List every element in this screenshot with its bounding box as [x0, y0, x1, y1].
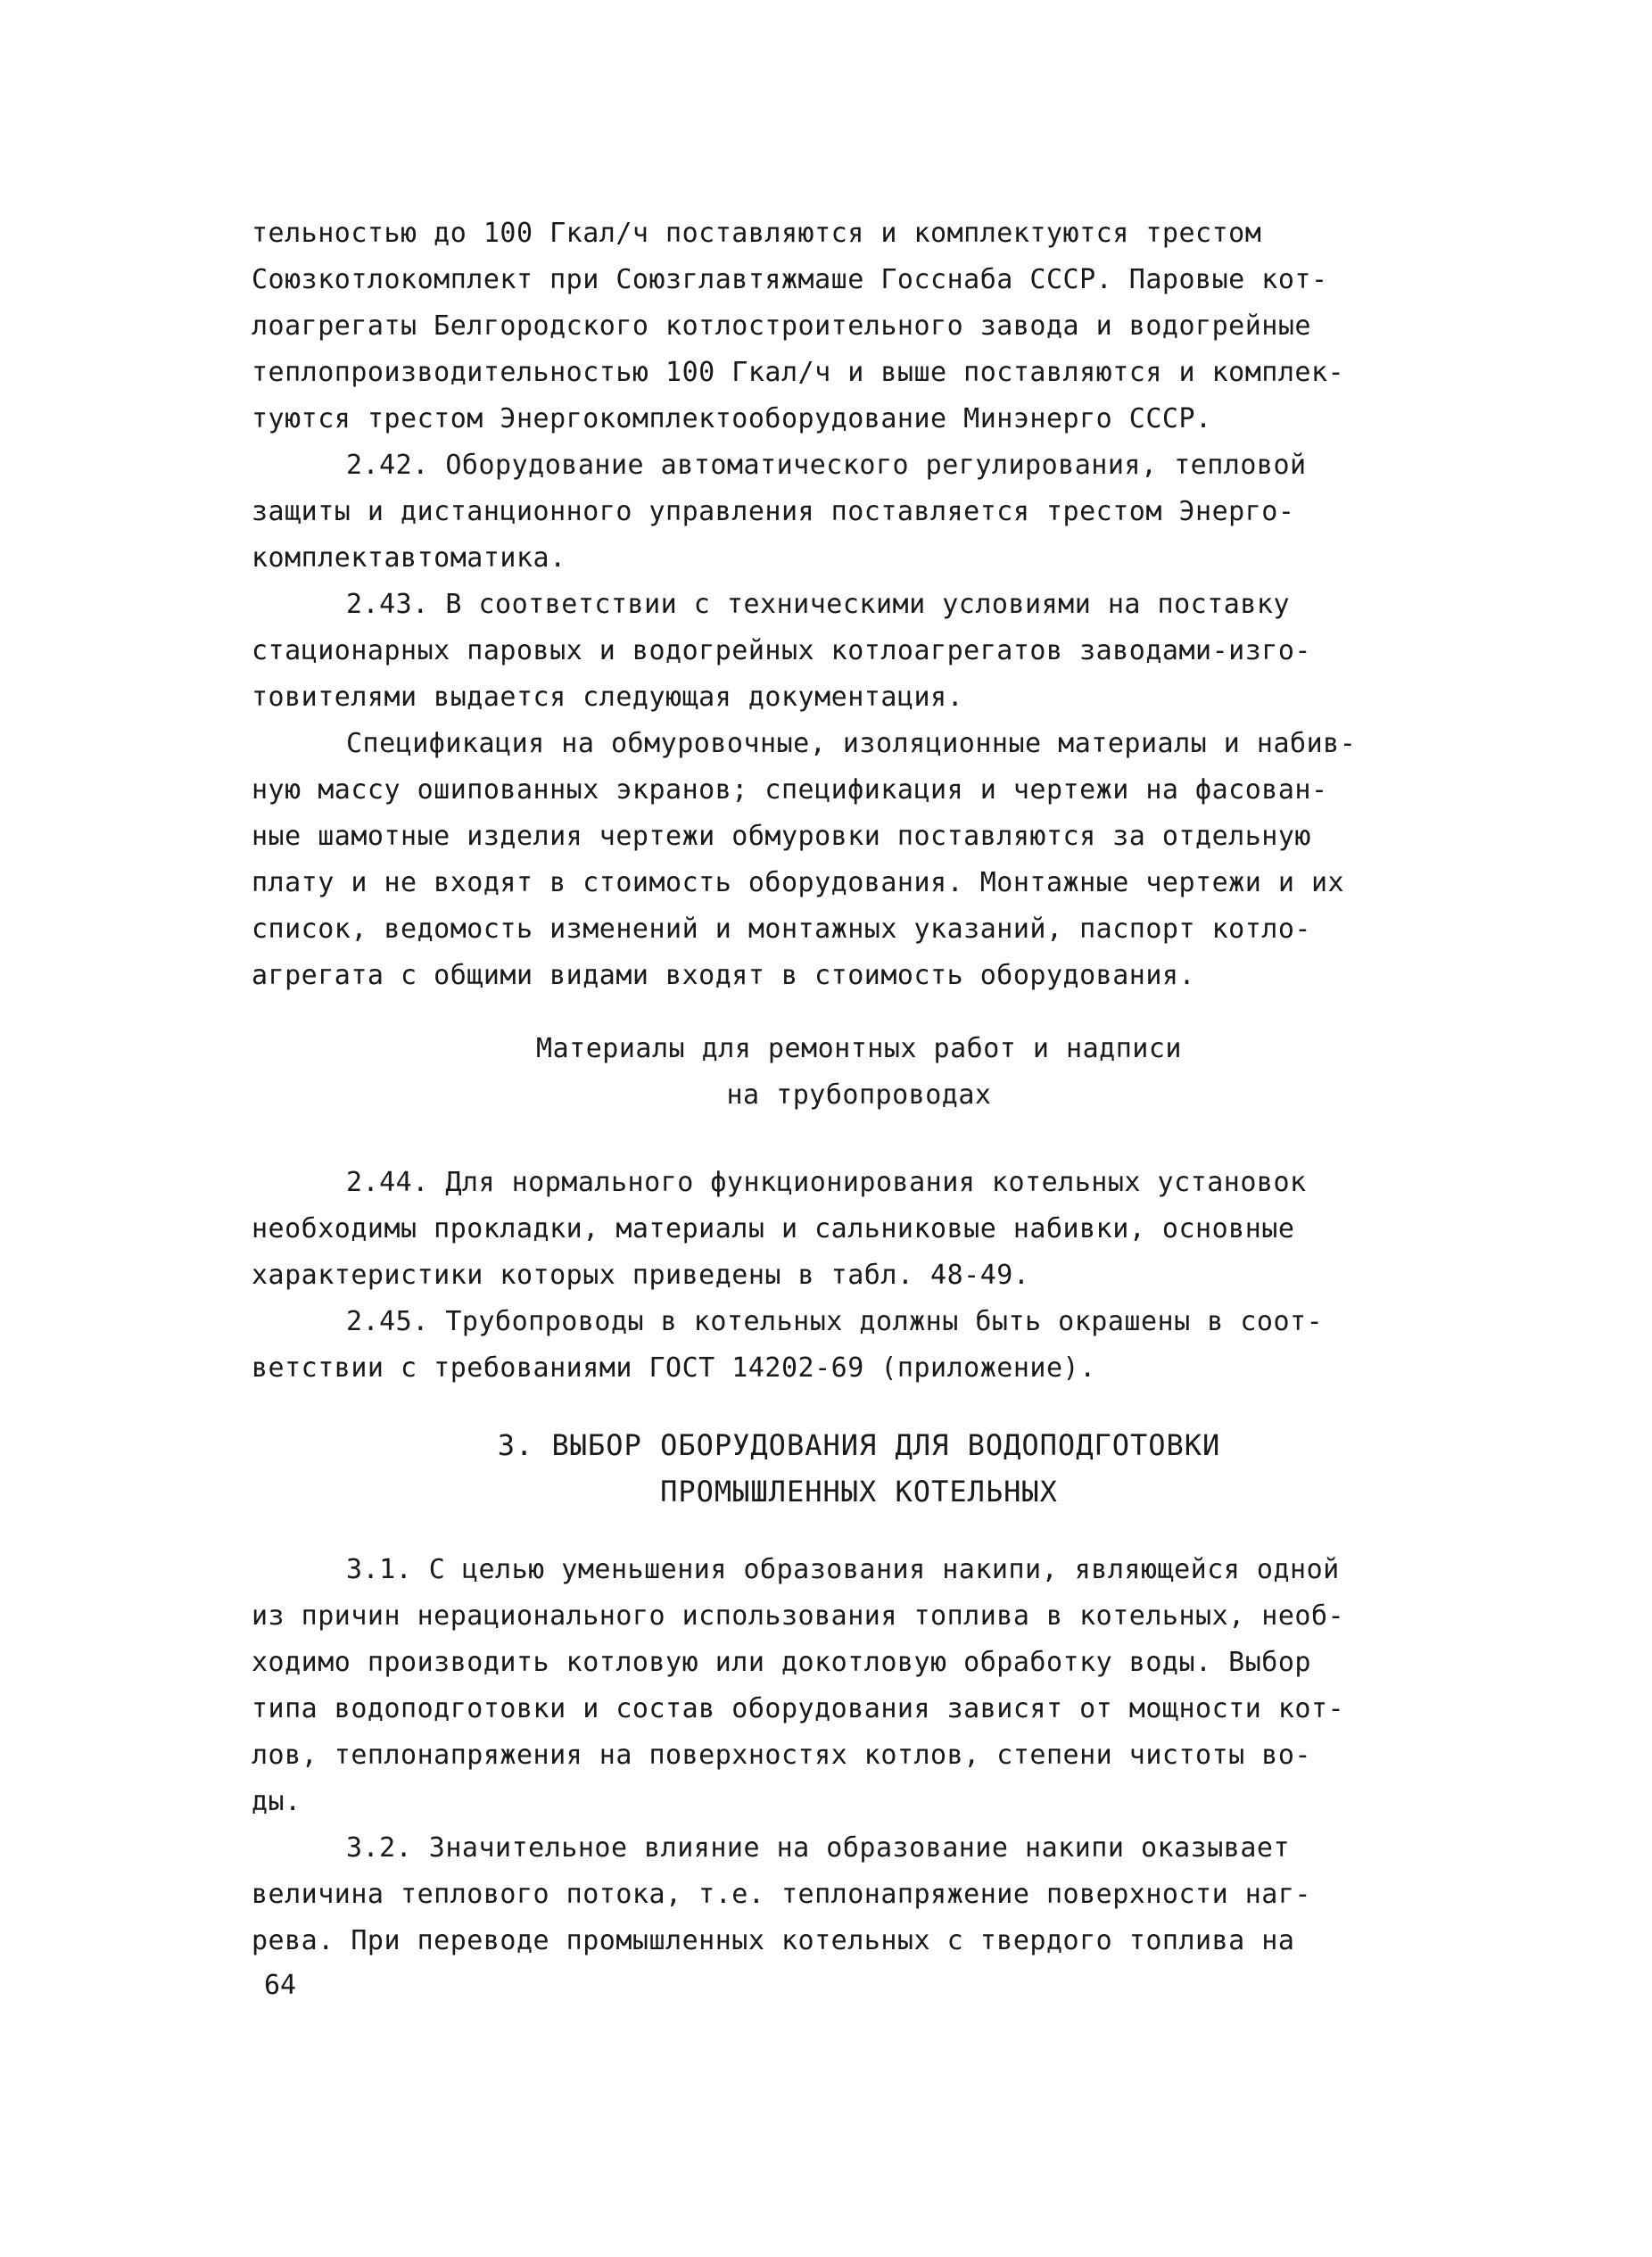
- text-line: ветствии с требованиями ГОСТ 14202-69 (приложение).: [252, 1352, 1096, 1384]
- text-line: тельностью до 100 Гкал/ч поставляются и комплектуются трестом: [252, 218, 1262, 249]
- text-line: плату и не входят в стоимость оборудования. Монтажные чертежи и их: [252, 867, 1345, 898]
- text-line: 2.42. Оборудование автоматического регулирования, тепловой: [346, 450, 1307, 481]
- text-line: туются трестом Энергокомплектооборудование Минэнерго СССР.: [252, 403, 1212, 434]
- text-line: стационарных паровых и водогрейных котлоагрегатов заводами-изго-: [252, 635, 1311, 666]
- text-line: ходимо производить котловую или докотловую обработку воды. Выбор: [252, 1647, 1311, 1678]
- text-line: лов, теплонапряжения на поверхностях котлов, степени чистоты во-: [252, 1740, 1311, 1771]
- text-line: товителями выдается следующая документация.: [252, 682, 964, 713]
- text-line: необходимы прокладки, материалы и сальниковые набивки, основные: [252, 1213, 1295, 1244]
- text-line: 2.44. Для нормального функционирования котельных установок: [346, 1167, 1307, 1198]
- text-line: комплектавтоматика.: [252, 542, 566, 574]
- heading-line: на трубопроводах: [726, 1079, 992, 1111]
- text-line: из причин нерационального использования топлива в котельных, необ-: [252, 1600, 1345, 1632]
- text-line: 3.2. Значительное влияние на образование накипи оказывает: [346, 1832, 1291, 1864]
- text-line: величина теплового потока, т.е. теплонапряжение поверхности наг-: [252, 1879, 1311, 1910]
- text-line: лоагрегаты Белгородского котлостроительного завода и водогрейные: [252, 310, 1311, 342]
- text-line: ные шамотные изделия чертежи обмуровки поставляются за отдельную: [252, 821, 1311, 852]
- heading-line: ПРОМЫШЛЕННЫХ КОТЕЛЬНЫХ: [660, 1475, 1058, 1509]
- text-line: Спецификация на обмуровочные, изоляционные материалы и набив-: [346, 728, 1357, 759]
- text-line: список, ведомость изменений и монтажных указаний, паспорт котло-: [252, 914, 1311, 945]
- page-number: 64: [264, 1970, 297, 2001]
- text-line: рева. При переводе промышленных котельных с твердого топлива на: [252, 1925, 1295, 1956]
- heading-line: Материалы для ремонтных работ и надписи: [536, 1033, 1182, 1064]
- text-line: характеристики которых приведены в табл. 48-49.: [252, 1260, 1030, 1291]
- text-line: ную массу ошипованных экранов; спецификация и чертежи на фасован-: [252, 774, 1328, 806]
- text-line: защиты и дистанционного управления поставляется трестом Энерго-: [252, 496, 1295, 527]
- paragraph-block-materials: [252, 1160, 1466, 1392]
- paragraph-block-water-treatment: [252, 1547, 1466, 1964]
- paragraph-block-equipment-supply: [252, 211, 1466, 999]
- text-line: типа водоподготовки и состав оборудования зависят от мощности кот-: [252, 1693, 1345, 1724]
- text-line: теплопроизводительностью 100 Гкал/ч и выше поставляются и комплек-: [252, 357, 1345, 388]
- heading-line: 3. ВЫБОР ОБОРУДОВАНИЯ ДЛЯ ВОДОПОДГОТОВКИ: [497, 1428, 1221, 1462]
- text-line: 3.1. С целью уменьшения образования накипи, являющейся одной: [346, 1554, 1340, 1585]
- text-line: ды.: [252, 1786, 301, 1817]
- text-line: 2.45. Трубопроводы в котельных должны быть окрашены в соот-: [346, 1306, 1324, 1337]
- text-line: агрегата с общими видами входят в стоимость оборудования.: [252, 960, 1196, 991]
- section-heading-materials: [252, 1026, 1466, 1119]
- section-heading-water-treatment: [252, 1422, 1466, 1515]
- text-line: Союзкотлокомплект при Союзглавтяжмаше Госснаба СССР. Паровые кот-: [252, 264, 1328, 295]
- text-line: 2.43. В соответствии с техническими условиями на поставку: [346, 589, 1291, 620]
